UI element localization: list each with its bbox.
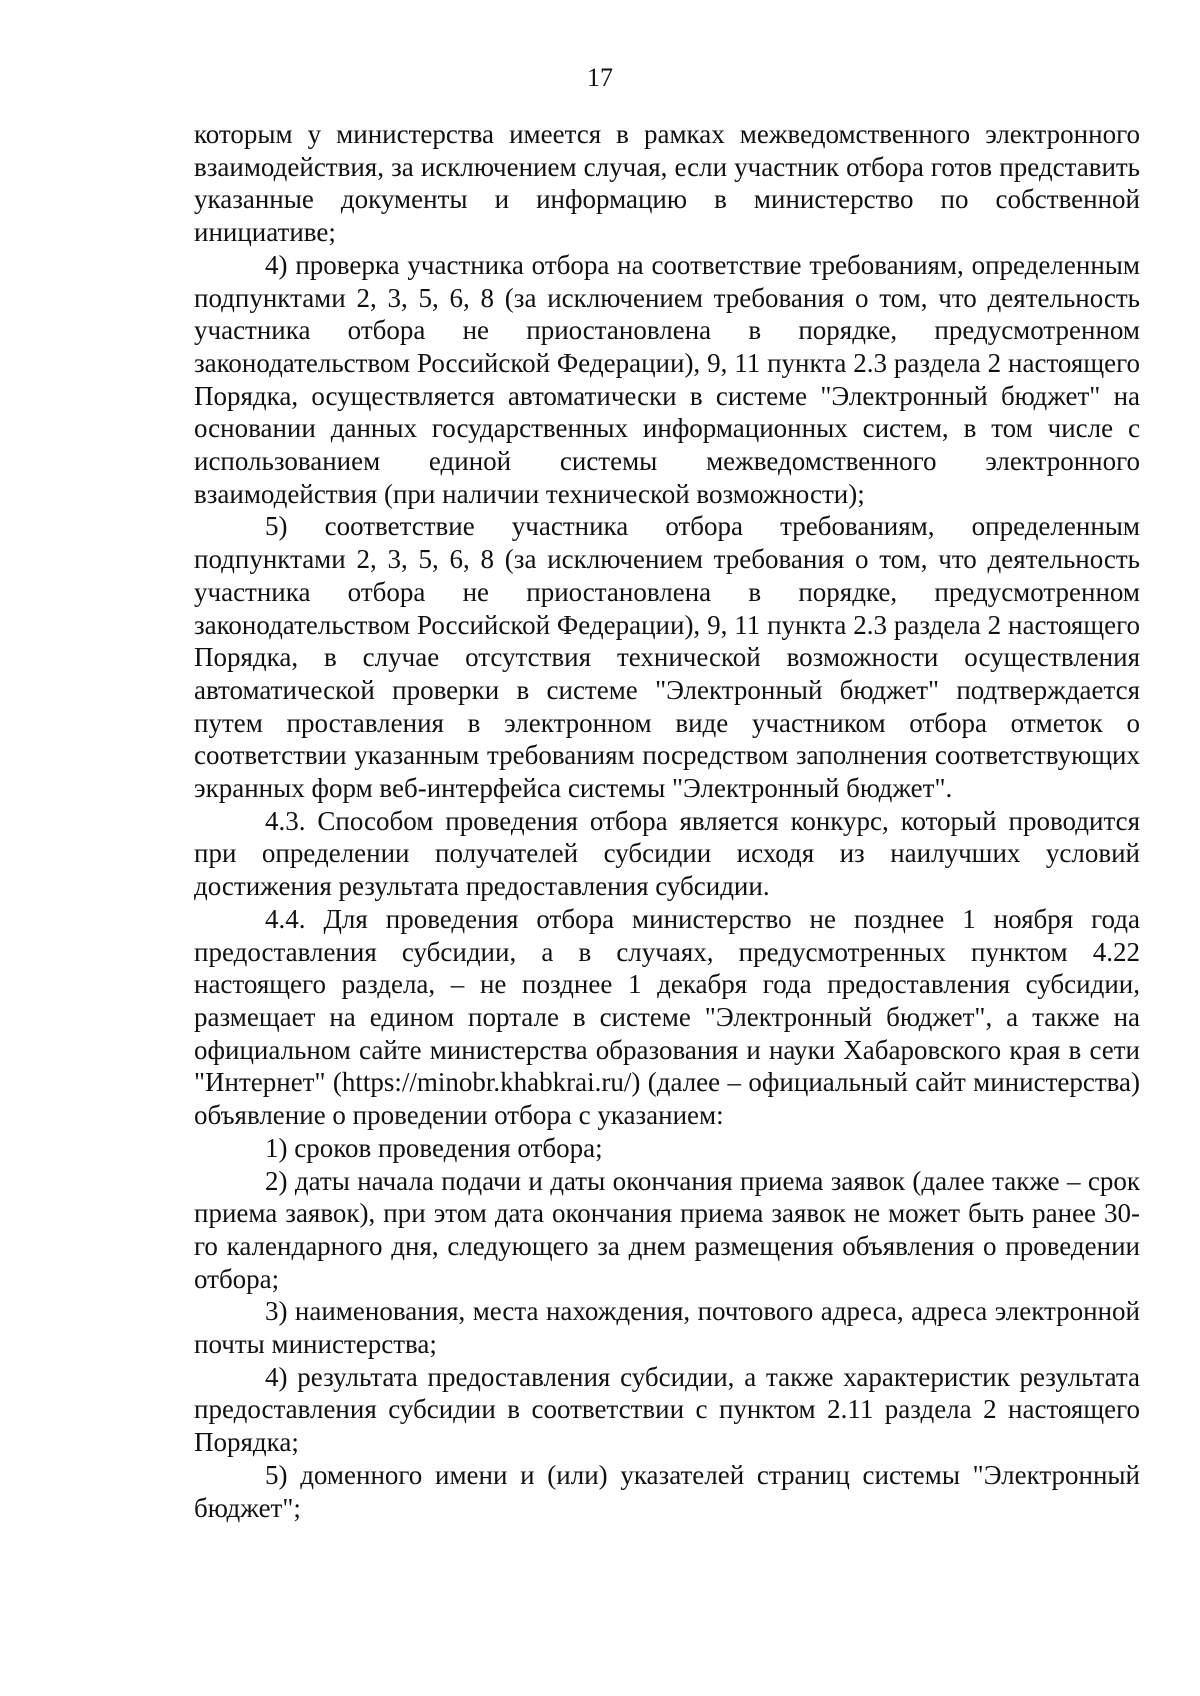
list-item-1: 1) сроков проведения отбора; [265,1132,603,1163]
list-item-4: 4) результата предоставления субсидии, а также характеристик результата предоставления субсидии в соответствии с пунктом 2.11 раздела 2 настоящего Порядка; [194,1361,1140,1458]
list-item-5: 5) доменного имени и (или) указателей страниц системы "Электронный бюджет"; [194,1459,1140,1523]
paragraph-item-4-check: 4) проверка участника отбора на соответствие требованиям, определенным подпунктами 2, 3, 5, 6, 8 (за исключением требования о том, что деятельность участника отбора не приостановлена в порядке, предусмотренном законодательством Российской Федерации), 9, 11 пункта 2.3 раздела 2 настоящего Порядка, осуществляется автоматически в системе "Электронный бюджет" на основании данных государственных информационных систем, в том числе с использованием единой системы межведомственного электронного взаимодействия (при наличии технической возможности); [194,249,1140,509]
list-item-3: 3) наименования, места нахождения, почтового адреса, адреса электронной почты министерства; [194,1296,1140,1360]
page-number: 17 [587,63,613,92]
paragraph-continuation: которым у министерства имеется в рамках межведомственного электронного взаимодействия, за исключением случая, если участник отбора готов представить указанные документы и информацию в министерство по собственной инициативе; [194,119,1140,248]
paragraph-4-4: 4.4. Для проведения отбора министерство не позднее 1 ноября года предоставления субсидии, а в случаях, предусмотренных пунктом 4.22 настоящего раздела, – не позднее 1 декабря года предоставления субсидии, размещает на едином портале в системе "Электронный бюджет", а также на официальном сайте министерства образования и науки Хабаровского края в сети "Интернет" (https://minobr.khabkrai.ru/) (далее – официальный сайт министерства) объявление о проведении отбора с указанием: [194,903,1140,1131]
document-body [194,118,1140,1524]
list-item-2: 2) даты начала подачи и даты окончания приема заявок (далее также – срок приема заявок), при этом дата окончания приема заявок не может быть ранее 30-го календарного дня, следующего за днем размещения объявления о проведении отбора; [194,1165,1140,1294]
paragraph-item-5-compliance: 5) соответствие участника отбора требованиям, определенным подпунктами 2, 3, 5, 6, 8 (за исключением требования о том, что деятельность участника отбора не приостановлена в порядке, предусмотренном законодательством Российской Федерации), 9, 11 пункта 2.3 раздела 2 настоящего Порядка, в случае отсутствия технической возможности осуществления автоматической проверки в системе "Электронный бюджет" подтверждается путем проставления в электронном виде участником отбора отметок о соответствии указанным требованиям посредством заполнения соответствующих экранных форм веб-интерфейса системы "Электронный бюджет". [194,511,1140,804]
paragraph-4-3: 4.3. Способом проведения отбора является конкурс, который проводится при определении получателей субсидии исходя из наилучших условий достижения результата предоставления субсидии. [194,805,1140,902]
